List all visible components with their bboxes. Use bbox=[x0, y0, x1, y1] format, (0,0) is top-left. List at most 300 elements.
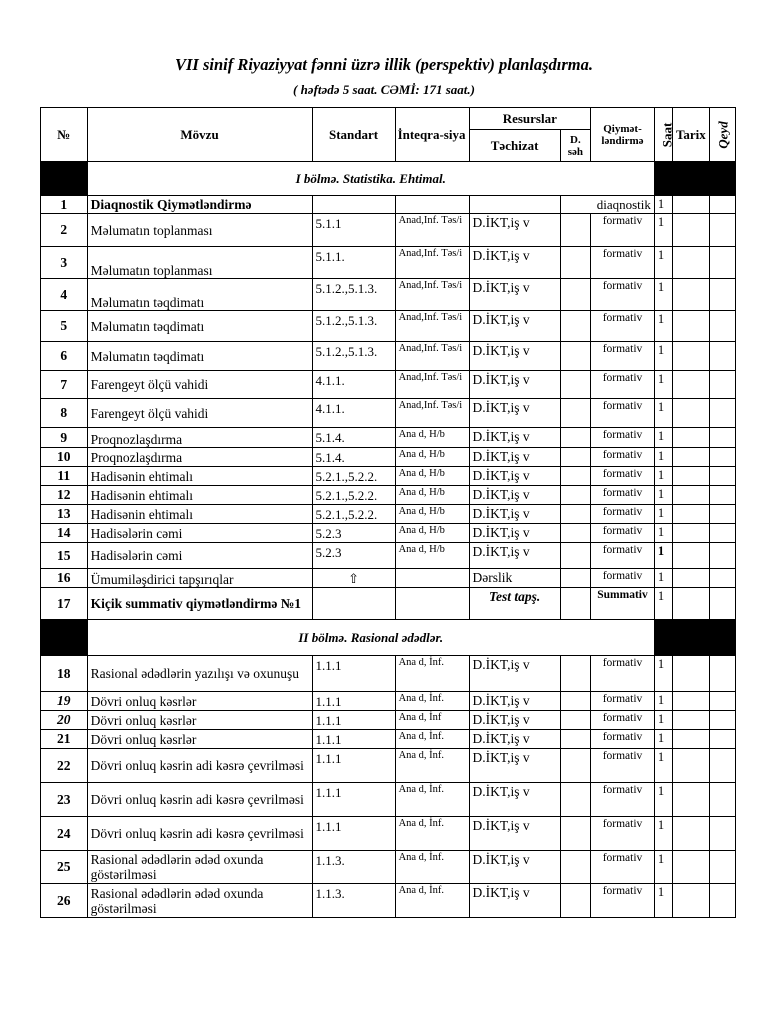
row-topic: Hadisənin ehtimalı bbox=[87, 486, 312, 505]
row-topic: Rasional ədədlərin yazılışı və oxunuşu bbox=[87, 656, 312, 692]
row-note bbox=[709, 711, 735, 730]
row-assessment: formativ bbox=[591, 783, 655, 817]
row-standard: 1.1.1 bbox=[312, 692, 395, 711]
row-note bbox=[709, 486, 735, 505]
row-number: 7 bbox=[41, 371, 88, 399]
row-equipment: D.İKT,iş v bbox=[469, 399, 560, 428]
row-topic: Rasional ədədlərin ədəd oxunda göstərilməsi bbox=[87, 851, 312, 884]
row-standard: 5.2.1.,5.2.2. bbox=[312, 467, 395, 486]
row-textbook-page bbox=[560, 467, 590, 486]
table-row bbox=[41, 588, 736, 620]
row-standard: 5.1.4. bbox=[312, 448, 395, 467]
row-integration: Anad,Inf. Təs/i bbox=[395, 214, 469, 247]
row-hours: 1 bbox=[654, 311, 672, 342]
row-integration: Anad,Inf. Təs/i bbox=[395, 279, 469, 311]
row-number: 10 bbox=[41, 448, 88, 467]
row-note bbox=[709, 524, 735, 543]
row-note bbox=[709, 656, 735, 692]
row-textbook-page bbox=[560, 311, 590, 342]
row-number: 3 bbox=[41, 247, 88, 279]
table-row bbox=[41, 884, 736, 918]
row-assessment: diaqnostik bbox=[560, 196, 654, 214]
row-topic: Məlumatın toplanması bbox=[87, 247, 312, 279]
row-number: 5 bbox=[41, 311, 88, 342]
row-textbook-page bbox=[560, 448, 590, 467]
row-textbook-page bbox=[560, 851, 590, 884]
row-topic: Diaqnostik Qiymətləndirmə bbox=[87, 196, 312, 214]
row-note bbox=[709, 749, 735, 783]
row-date bbox=[673, 711, 709, 730]
table-row bbox=[41, 543, 736, 569]
row-hours: 1 bbox=[654, 448, 672, 467]
row-standard: 1.1.3. bbox=[312, 851, 395, 884]
row-standard: 1.1.1 bbox=[312, 711, 395, 730]
row-textbook-page bbox=[560, 279, 590, 311]
row-equipment: D.İKT,iş v bbox=[469, 692, 560, 711]
row-standard: 5.1.2.,5.1.3. bbox=[312, 342, 395, 371]
row-standard: 5.2.1.,5.2.2. bbox=[312, 505, 395, 524]
row-textbook-page bbox=[560, 884, 590, 918]
row-standard: 1.1.1 bbox=[312, 730, 395, 749]
row-standard: 5.2.1.,5.2.2. bbox=[312, 486, 395, 505]
row-number: 12 bbox=[41, 486, 88, 505]
row-hours: 1 bbox=[654, 749, 672, 783]
table-row bbox=[41, 711, 736, 730]
table-row bbox=[41, 247, 736, 279]
page-subtitle: ( həftədə 5 saat. CƏMİ: 171 saat.) bbox=[293, 82, 475, 97]
row-integration: Ana d, H/b bbox=[395, 524, 469, 543]
row-equipment: D.İKT,iş v bbox=[469, 428, 560, 448]
row-date bbox=[673, 656, 709, 692]
table-row bbox=[41, 749, 736, 783]
row-number: 15 bbox=[41, 543, 88, 569]
row-topic: Hadisələrin cəmi bbox=[87, 524, 312, 543]
row-assessment: formativ bbox=[591, 311, 655, 342]
row-topic: Dövri onluq kəsrlər bbox=[87, 730, 312, 749]
row-assessment: formativ bbox=[591, 817, 655, 851]
row-hours: 1 bbox=[654, 569, 672, 588]
row-hours: 1 bbox=[654, 214, 672, 247]
row-equipment: Test tapş. bbox=[469, 588, 560, 620]
row-assessment: formativ bbox=[591, 569, 655, 588]
row-integration: Ana d, İnf. bbox=[395, 851, 469, 884]
row-assessment: formativ bbox=[591, 505, 655, 524]
row-topic: Proqnozlaşdırma bbox=[87, 428, 312, 448]
row-note bbox=[709, 342, 735, 371]
row-equipment: D.İKT,iş v bbox=[469, 279, 560, 311]
row-equipment: D.İKT,iş v bbox=[469, 851, 560, 884]
row-date bbox=[673, 749, 709, 783]
table-row bbox=[41, 851, 736, 884]
row-standard: 1.1.1 bbox=[312, 749, 395, 783]
row-topic: Dövri onluq kəsrin adi kəsrə çevrilməsi bbox=[87, 783, 312, 817]
row-date bbox=[673, 399, 709, 428]
row-standard: 5.2.3 bbox=[312, 524, 395, 543]
row-note bbox=[709, 730, 735, 749]
row-textbook-page bbox=[560, 749, 590, 783]
row-equipment: D.İKT,iş v bbox=[469, 247, 560, 279]
header-topic: Mövzu bbox=[87, 108, 312, 162]
row-number: 21 bbox=[41, 730, 88, 749]
row-date bbox=[673, 783, 709, 817]
row-hours: 1 bbox=[654, 730, 672, 749]
row-standard bbox=[312, 196, 395, 214]
row-hours: 1 bbox=[654, 588, 672, 620]
row-hours: 1 bbox=[654, 247, 672, 279]
row-hours: 1 bbox=[654, 817, 672, 851]
row-standard: 5.1.1 bbox=[312, 214, 395, 247]
row-textbook-page bbox=[560, 543, 590, 569]
row-hours: 1 bbox=[654, 371, 672, 399]
row-standard: 1.1.1 bbox=[312, 817, 395, 851]
row-assessment: formativ bbox=[591, 448, 655, 467]
row-equipment: D.İKT,iş v bbox=[469, 711, 560, 730]
row-standard: 1.1.3. bbox=[312, 884, 395, 918]
row-topic: Kiçik summativ qiymətləndirmə №1 bbox=[87, 588, 312, 620]
row-standard: 1.1.1 bbox=[312, 656, 395, 692]
row-topic: Farengeyt ölçü vahidi bbox=[87, 371, 312, 399]
row-assessment: formativ bbox=[591, 399, 655, 428]
row-equipment: Dərslik bbox=[469, 569, 560, 588]
header-date: Tarix bbox=[673, 108, 709, 162]
section-row bbox=[41, 620, 736, 656]
row-date bbox=[673, 692, 709, 711]
row-note bbox=[709, 214, 735, 247]
table-row bbox=[41, 730, 736, 749]
row-topic: Farengeyt ölçü vahidi bbox=[87, 399, 312, 428]
row-date bbox=[673, 505, 709, 524]
row-date bbox=[673, 196, 709, 214]
table-row bbox=[41, 311, 736, 342]
row-textbook-page bbox=[560, 817, 590, 851]
row-standard: 4.1.1. bbox=[312, 371, 395, 399]
row-number: 17 bbox=[41, 588, 88, 620]
row-assessment: formativ bbox=[591, 342, 655, 371]
table-row bbox=[41, 692, 736, 711]
row-date bbox=[673, 448, 709, 467]
row-number: 11 bbox=[41, 467, 88, 486]
table-row bbox=[41, 656, 736, 692]
row-topic: Proqnozlaşdırma bbox=[87, 448, 312, 467]
row-integration: Ana d, H/b bbox=[395, 448, 469, 467]
row-date bbox=[673, 730, 709, 749]
row-textbook-page bbox=[560, 711, 590, 730]
row-integration: Anad,Inf. Təs/i bbox=[395, 371, 469, 399]
row-topic: Dövri onluq kəsrin adi kəsrə çevrilməsi bbox=[87, 749, 312, 783]
row-date bbox=[673, 588, 709, 620]
row-assessment: formativ bbox=[591, 467, 655, 486]
row-assessment: formativ bbox=[591, 711, 655, 730]
row-assessment: formativ bbox=[591, 884, 655, 918]
table-row bbox=[41, 817, 736, 851]
row-integration: Ana d, H/b bbox=[395, 486, 469, 505]
row-assessment: Summativ bbox=[591, 588, 655, 620]
row-note bbox=[709, 543, 735, 569]
row-note bbox=[709, 448, 735, 467]
row-date bbox=[673, 428, 709, 448]
row-assessment: formativ bbox=[591, 656, 655, 692]
row-integration bbox=[395, 569, 469, 588]
section-marker bbox=[41, 162, 88, 196]
row-topic: Məlumatın təqdimatı bbox=[87, 279, 312, 311]
row-note bbox=[709, 371, 735, 399]
row-topic: Rasional ədədlərin ədəd oxunda göstərilməsi bbox=[87, 884, 312, 918]
row-assessment: formativ bbox=[591, 279, 655, 311]
row-number: 2 bbox=[41, 214, 88, 247]
section-marker bbox=[654, 162, 735, 196]
row-textbook-page bbox=[560, 588, 590, 620]
row-equipment: D.İKT,iş v bbox=[469, 486, 560, 505]
row-assessment: formativ bbox=[591, 428, 655, 448]
row-assessment: formativ bbox=[591, 214, 655, 247]
row-textbook-page bbox=[560, 214, 590, 247]
row-equipment: D.İKT,iş v bbox=[469, 817, 560, 851]
row-assessment: formativ bbox=[591, 851, 655, 884]
row-integration: Anad,Inf. Təs/i bbox=[395, 399, 469, 428]
row-hours: 1 bbox=[654, 428, 672, 448]
row-number: 19 bbox=[41, 692, 88, 711]
section-title: II bölmə. Rasional ədədlər. bbox=[87, 620, 654, 656]
row-number: 20 bbox=[41, 711, 88, 730]
row-textbook-page bbox=[560, 524, 590, 543]
row-assessment: formativ bbox=[591, 486, 655, 505]
row-textbook-page bbox=[560, 692, 590, 711]
row-textbook-page bbox=[560, 342, 590, 371]
row-topic: Hadisənin ehtimalı bbox=[87, 467, 312, 486]
row-number: 13 bbox=[41, 505, 88, 524]
row-note bbox=[709, 279, 735, 311]
row-date bbox=[673, 279, 709, 311]
row-assessment: formativ bbox=[591, 730, 655, 749]
row-number: 24 bbox=[41, 817, 88, 851]
row-topic: Ümumiləşdirici tapşırıqlar bbox=[87, 569, 312, 588]
row-topic: Məlumatın toplanması bbox=[87, 214, 312, 247]
section-marker bbox=[654, 620, 735, 656]
row-date bbox=[673, 543, 709, 569]
row-equipment: D.İKT,iş v bbox=[469, 543, 560, 569]
row-standard: 1.1.1 bbox=[312, 783, 395, 817]
row-hours: 1 bbox=[654, 884, 672, 918]
row-note bbox=[709, 588, 735, 620]
row-textbook-page bbox=[560, 730, 590, 749]
header-note: Qeyd bbox=[709, 108, 735, 162]
row-textbook-page bbox=[560, 656, 590, 692]
row-number: 16 bbox=[41, 569, 88, 588]
row-note bbox=[709, 569, 735, 588]
row-number: 8 bbox=[41, 399, 88, 428]
row-standard: 5.1.2.,5.1.3. bbox=[312, 311, 395, 342]
table-row bbox=[41, 524, 736, 543]
row-equipment: D.İKT,iş v bbox=[469, 467, 560, 486]
row-date bbox=[673, 524, 709, 543]
row-hours: 1 bbox=[654, 851, 672, 884]
row-number: 23 bbox=[41, 783, 88, 817]
row-integration bbox=[395, 196, 469, 214]
header-equipment: Təchizat bbox=[469, 130, 560, 162]
row-hours: 1 bbox=[654, 543, 672, 569]
row-equipment bbox=[469, 196, 560, 214]
row-note bbox=[709, 884, 735, 918]
row-equipment: D.İKT,iş v bbox=[469, 214, 560, 247]
row-hours: 1 bbox=[654, 711, 672, 730]
page-title: VII sinif Riyaziyyat fənni üzrə illik (perspektiv) planlaşdırma. bbox=[174, 55, 594, 74]
row-equipment: D.İKT,iş v bbox=[469, 884, 560, 918]
row-note bbox=[709, 783, 735, 817]
row-hours: 1 bbox=[654, 196, 672, 214]
row-textbook-page bbox=[560, 783, 590, 817]
section-row bbox=[41, 162, 736, 196]
row-standard: 5.1.4. bbox=[312, 428, 395, 448]
row-textbook-page bbox=[560, 505, 590, 524]
row-note bbox=[709, 851, 735, 884]
table-row bbox=[41, 196, 736, 214]
row-topic: Hadisələrin cəmi bbox=[87, 543, 312, 569]
header-textbook-page: D. səh bbox=[560, 130, 590, 162]
row-date bbox=[673, 342, 709, 371]
table-row bbox=[41, 399, 736, 428]
row-integration: Ana d, H/b bbox=[395, 428, 469, 448]
row-hours: 1 bbox=[654, 486, 672, 505]
row-number: 9 bbox=[41, 428, 88, 448]
row-assessment: formativ bbox=[591, 692, 655, 711]
row-hours: 1 bbox=[654, 467, 672, 486]
row-number: 25 bbox=[41, 851, 88, 884]
row-integration: Ana d, İnf. bbox=[395, 884, 469, 918]
header-standard: Standart bbox=[312, 108, 395, 162]
row-date bbox=[673, 214, 709, 247]
row-note bbox=[709, 692, 735, 711]
header-resources: Resurslar bbox=[469, 108, 591, 130]
row-integration: Ana d, İnf. bbox=[395, 656, 469, 692]
table-row bbox=[41, 467, 736, 486]
row-standard: 5.1.2.,5.1.3. bbox=[312, 279, 395, 311]
row-integration: Anad,Inf. Təs/i bbox=[395, 342, 469, 371]
row-date bbox=[673, 311, 709, 342]
row-textbook-page bbox=[560, 371, 590, 399]
row-topic: Dövri onluq kəsrlər bbox=[87, 711, 312, 730]
row-note bbox=[709, 467, 735, 486]
table-row bbox=[41, 342, 736, 371]
row-integration: Ana d, İnf. bbox=[395, 749, 469, 783]
row-assessment: formativ bbox=[591, 247, 655, 279]
row-equipment: D.İKT,iş v bbox=[469, 505, 560, 524]
row-note bbox=[709, 817, 735, 851]
table-row bbox=[41, 505, 736, 524]
row-date bbox=[673, 486, 709, 505]
row-integration: Ana d, İnf. bbox=[395, 783, 469, 817]
table-row bbox=[41, 371, 736, 399]
row-hours: 1 bbox=[654, 342, 672, 371]
row-number: 1 bbox=[41, 196, 88, 214]
row-textbook-page bbox=[560, 247, 590, 279]
row-hours: 1 bbox=[654, 505, 672, 524]
table-row bbox=[41, 783, 736, 817]
row-equipment: D.İKT,iş v bbox=[469, 783, 560, 817]
row-equipment: D.İKT,iş v bbox=[469, 656, 560, 692]
row-integration: Ana d, H/b bbox=[395, 543, 469, 569]
row-equipment: D.İKT,iş v bbox=[469, 448, 560, 467]
row-integration: Anad,Inf. Təs/i bbox=[395, 247, 469, 279]
row-date bbox=[673, 851, 709, 884]
row-note bbox=[709, 247, 735, 279]
row-textbook-page bbox=[560, 569, 590, 588]
row-textbook-page bbox=[560, 428, 590, 448]
row-standard: 4.1.1. bbox=[312, 399, 395, 428]
row-equipment: D.İKT,iş v bbox=[469, 749, 560, 783]
row-date bbox=[673, 884, 709, 918]
row-equipment: D.İKT,iş v bbox=[469, 311, 560, 342]
row-number: 18 bbox=[41, 656, 88, 692]
row-assessment: formativ bbox=[591, 749, 655, 783]
row-equipment: D.İKT,iş v bbox=[469, 342, 560, 371]
row-date bbox=[673, 569, 709, 588]
row-topic: Hadisənin ehtimalı bbox=[87, 505, 312, 524]
table-row bbox=[41, 428, 736, 448]
table-row bbox=[41, 214, 736, 247]
row-topic: Dövri onluq kəsrin adi kəsrə çevrilməsi bbox=[87, 817, 312, 851]
row-standard bbox=[312, 588, 395, 620]
row-integration: Ana d, İnf bbox=[395, 711, 469, 730]
row-integration: Ana d, İnf. bbox=[395, 692, 469, 711]
table-row bbox=[41, 448, 736, 467]
header-hours: Saat bbox=[654, 108, 672, 162]
row-assessment: formativ bbox=[591, 371, 655, 399]
row-hours: 1 bbox=[654, 692, 672, 711]
row-standard: 5.2.3 bbox=[312, 543, 395, 569]
header-num: № bbox=[41, 108, 88, 162]
row-hours: 1 bbox=[654, 524, 672, 543]
row-hours: 1 bbox=[654, 279, 672, 311]
row-textbook-page bbox=[560, 486, 590, 505]
row-equipment: D.İKT,iş v bbox=[469, 524, 560, 543]
row-integration: Ana d, İnf. bbox=[395, 730, 469, 749]
row-equipment: D.İKT,iş v bbox=[469, 371, 560, 399]
row-assessment: formativ bbox=[591, 524, 655, 543]
row-assessment: formativ bbox=[591, 543, 655, 569]
header-integration: İnteqra-siya bbox=[395, 108, 469, 162]
table-row bbox=[41, 569, 736, 588]
table-row bbox=[41, 486, 736, 505]
header-assessment: Qiymət-ləndirmə bbox=[591, 108, 655, 162]
row-date bbox=[673, 467, 709, 486]
row-integration: Ana d, İnf. bbox=[395, 817, 469, 851]
row-topic: Dövri onluq kəsrlər bbox=[87, 692, 312, 711]
table-row bbox=[41, 279, 736, 311]
row-integration: Anad,Inf. Təs/i bbox=[395, 311, 469, 342]
row-equipment: D.İKT,iş v bbox=[469, 730, 560, 749]
plan-table bbox=[40, 107, 736, 918]
row-number: 22 bbox=[41, 749, 88, 783]
row-topic: Məlumatın təqdimatı bbox=[87, 311, 312, 342]
row-hours: 1 bbox=[654, 783, 672, 817]
row-number: 26 bbox=[41, 884, 88, 918]
row-hours: 1 bbox=[654, 399, 672, 428]
section-title: I bölmə. Statistika. Ehtimal. bbox=[87, 162, 654, 196]
row-note bbox=[709, 399, 735, 428]
row-note bbox=[709, 196, 735, 214]
row-date bbox=[673, 817, 709, 851]
row-standard: ⇧ bbox=[312, 569, 395, 588]
row-integration: Ana d, H/b bbox=[395, 505, 469, 524]
row-date bbox=[673, 371, 709, 399]
row-topic: Məlumatın təqdimatı bbox=[87, 342, 312, 371]
row-number: 4 bbox=[41, 279, 88, 311]
row-note bbox=[709, 428, 735, 448]
row-textbook-page bbox=[560, 399, 590, 428]
row-note bbox=[709, 311, 735, 342]
section-marker bbox=[41, 620, 88, 656]
row-date bbox=[673, 247, 709, 279]
